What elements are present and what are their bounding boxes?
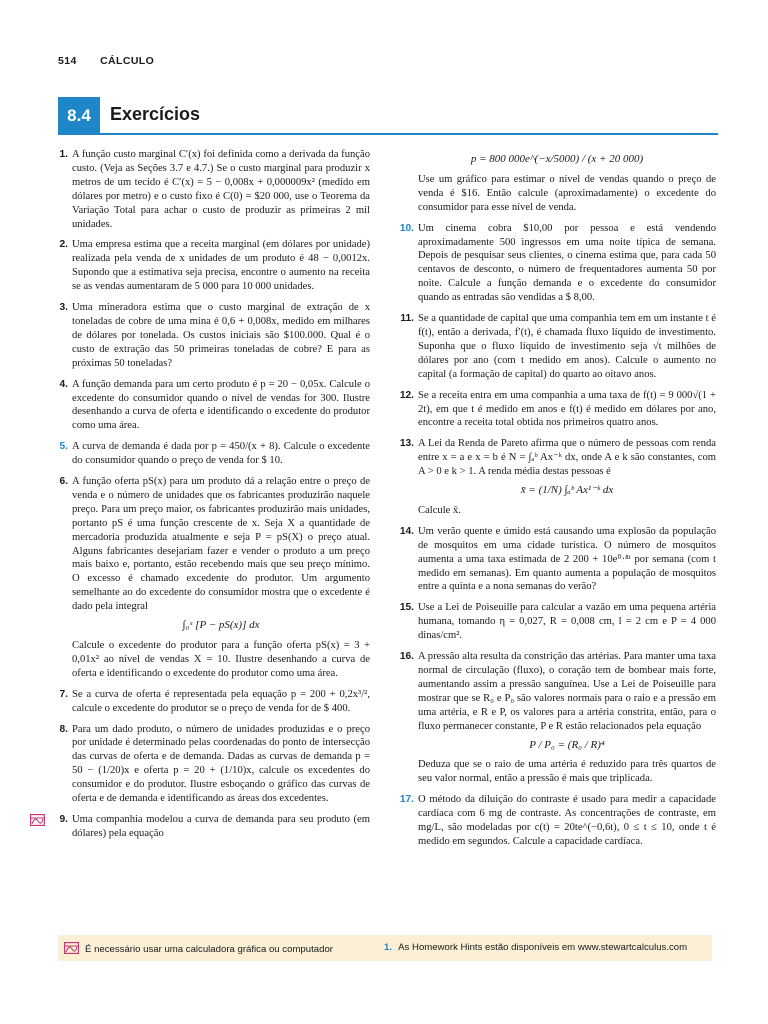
exercise-15	[398, 601, 716, 643]
exercise-14	[398, 525, 716, 595]
exercise-text: Se a curva de oferta é representada pela equação p = 200 + 0,2x³/², calcule o excedente do produtor se o preço de venda for de $ 400.	[72, 688, 370, 714]
exercise-9	[52, 813, 370, 841]
exercise-16	[398, 650, 716, 786]
exercise-number: 8.	[59, 723, 68, 735]
exercise-number: 17.	[399, 794, 414, 806]
footer-legend	[58, 935, 712, 961]
exercise-text: Um verão quente e úmido está causando uma explosão da população de mosquitos em uma cidade turística. O número de mosquitos aumenta a uma taxa estimada de 2 200 + 10e⁰·⁸ᵗ por semana (com t medido em semanas). Em quanto aumenta a população de mosquitos entre a quinta e a nona semanas do verão?	[418, 525, 716, 593]
exercise-text: A função demanda para um certo produto é p = 20 − 0,05x. Calcule o excedente do consumidor quando o nível de vendas for 300. Ilustre desenhando a curva de oferta e identificando o excedente do produtor como uma área.	[72, 378, 370, 432]
section-rule	[100, 133, 718, 135]
book-title: CÁLCULO	[100, 55, 155, 67]
running-head	[58, 55, 154, 67]
exercise-formula: P / P₀ = (R₀ / R)⁴	[529, 738, 605, 751]
exercise-continuation: Calcule o excedente do produtor para a função oferta pS(x) = 3 + 0,01x² ao nível de vendas X = 10. Ilustre desenhando a curva de oferta e identificando o excedente do produtor como uma área.	[72, 640, 370, 679]
section-header	[58, 97, 718, 135]
exercise-text: Para um dado produto, o número de unidades produzidas e o preço por unidade é determinado pelas coordenadas do ponto de intersecção das curvas de oferta e de demanda. Dadas as curvas de demanda p = 50 − (1/20)x e oferta p = 20 + (1/10)x, calcule os excedentes do consumidor e do produtor. Ilustre esboçando o gráfico das curvas de oferta e de demanda e identificando as áreas dos excedentes.	[72, 723, 370, 805]
exercise-text: Use a Lei de Poiseuille para calcular a vazão em uma pequena artéria humana, tomando η = 0,027, R = 0,008 cm, l = 2 cm e P = 4 000 dinas/cm².	[418, 602, 716, 642]
exercise-12	[398, 389, 716, 431]
footer-calculator-text: É necessário usar uma calculadora gráfica ou computador	[85, 944, 333, 955]
exercise-text: Uma mineradora estima que o custo marginal de extração de x toneladas de cobre de uma mina é 0,6 + 0,008x, medido em milhares de dólares por tonelada. Os custos iniciais são $100.000. Qual é o custo de extração das 50 primeiras toneladas de cobre? E para as próximas 50 toneladas?	[72, 302, 370, 369]
exercise-9-formula: p = 800 000e^(−x/5000) / (x + 20 000)	[470, 153, 644, 165]
exercise-text: A curva de demanda é dada por p = 450/(x + 8). Calcule o excedente do consumidor quando o preço de venda for $ 10.	[72, 441, 370, 467]
exercise-number: 7.	[59, 688, 68, 700]
exercise-continuation: Deduza que se o raio de uma artéria é reduzido para três quartos de seu valor normal, então a pressão é mais que triplicada.	[418, 759, 716, 785]
graphing-calculator-icon	[64, 942, 79, 957]
exercise-4	[52, 378, 370, 434]
exercise-number: 5.	[59, 441, 68, 453]
exercise-text: A Lei da Renda de Pareto afirma que o número de pessoas com renda entre x = a e x = b é N = ∫ₐᵇ Ax⁻ᵏ dx, onde A e k são constantes, com A > 0 e k > 1. A renda média destas pessoas é	[418, 438, 716, 478]
exercise-5	[52, 440, 370, 468]
left-column	[52, 148, 370, 848]
exercise-number: 12.	[399, 389, 414, 401]
exercise-10	[398, 222, 716, 305]
exercise-number: 15.	[399, 602, 414, 614]
exercise-number: 2.	[59, 239, 68, 251]
exercise-number: 3.	[59, 302, 68, 314]
exercise-formula: ∫₀ˣ [P − pS(x)] dx	[182, 619, 260, 632]
footer-hint-number: 1.	[384, 942, 393, 953]
exercise-3	[52, 301, 370, 371]
exercise-text: Se a quantidade de capital que uma companhia tem em um instante t é f(t), então a derivada, f′(t), é chamada fluxo líquido de investimento. Suponha que o fluxo líquido de investimento seja √t milhões de dólares por ano (com t medido em anos). Calcule o aumento no capital (a formação de capital) do quarto ao oitavo anos.	[418, 313, 716, 380]
footer-calculator-note	[64, 942, 333, 957]
exercise-6	[52, 475, 370, 681]
exercise-text: Um cinema cobra $10,00 por pessoa e está vendendo aproximadamente 500 ingressos em uma noite típica de semana. Depois de pesquisar seus clientes, o cinema estima que, para cada 50 centavos de desconto, o número de frequentadores aumenta 50 por noite. Calcule a função demanda e o excedente do consumidor quando as entradas são vendidas a $ 8,00.	[418, 222, 716, 304]
footer-hints-text: As Homework Hints estão disponíveis em www.stewartcalculus.com	[398, 942, 688, 953]
exercise-number: 4.	[59, 378, 68, 390]
exercise-text: Se a receita entra em uma companhia a uma taxa de f(t) = 9 000√(1 + 2t), em que t é medido em anos e f(t) é medido em dólares por ano, encontre a receita total obtida nos primeiros quatro anos.	[418, 389, 716, 429]
exercise-number: 6.	[59, 476, 68, 488]
exercise-number: 10.	[399, 222, 414, 234]
exercise-17	[398, 793, 716, 849]
footer-hints-note	[384, 942, 687, 953]
graphing-calculator-icon	[30, 814, 45, 831]
page-number: 514	[58, 55, 77, 67]
exercise-text: A função oferta pS(x) para um produto dá a relação entre o preço de venda e o número de unidades que os fabricantes produzirão naquele preço. Para um preço maior, os fabricantes produzirão mais unidades, portanto pS é uma função crescente de x. Seja X a quantidade de mercadoria produzida atualmente e seja P = pS(X) o preço atual. Alguns fabricantes desejariam fazer e vender o produto a um preço mais baixo e, portanto, estão recebendo mais que seu preço mínimo. O excesso é chamado excedente do produtor. Um argumento semelhante ao do excedente do consumidor mostra que o excedente é dado pela integral	[72, 476, 370, 613]
exercise-11	[398, 312, 716, 382]
exercise-number: 14.	[399, 525, 414, 537]
exercise-text: A função custo marginal C′(x) foi definida como a derivada da função custo. (Veja as Seções 3.7 e 4.7.) Se o custo marginal para produzir x metros de um tecido é C′(x) = 5 − 0,008x + 0,000009x² (medido em dólares por metro) e o custo fixo é C(0) = $20 000, use o Teorema da Variação Total para achar o custo de produzir as primeiras 2 mil unidades.	[72, 149, 370, 230]
exercise-continuation: Calcule x̄.	[418, 504, 461, 516]
exercise-1	[52, 148, 370, 231]
exercise-formula: x̄ = (1/N) ∫ₐᵇ Ax¹⁻ᵏ dx	[520, 484, 614, 497]
exercise-number: 16.	[399, 651, 414, 663]
exercise-number: 11.	[400, 313, 414, 325]
exercise-text: Uma companhia modelou a curva de demanda para seu produto (em dólares) pela equação	[72, 813, 370, 839]
exercise-text: A pressão alta resulta da constrição das artérias. Para manter uma taxa normal de circulação (fluxo), o coração tem de bombear mais forte, aumentando assim a pressão sanguínea. Use a Lei de Poiseuille para mostrar que se R₀ e P₀ são valores normais para o raio e a pressão em uma artéria, e R e P, os valores para a artéria constrita, então, para o fluxo permanecer constante, P e R estão relacionados pela equação	[418, 651, 716, 732]
exercise-8	[52, 723, 370, 806]
section-number: 8.4	[58, 97, 100, 135]
exercise-7	[52, 688, 370, 716]
exercise-9-continuation: Use um gráfico para estimar o nível de vendas quando o preço de venda é $16. Então calcule (aproximadamente) o excedente do consumidor para esse nível de venda.	[418, 173, 716, 213]
exercise-number: 13.	[399, 438, 414, 450]
exercise-13	[398, 437, 716, 518]
section-title: Exercícios	[110, 104, 201, 124]
exercise-text: O método da diluição do contraste é usado para medir a capacidade cardíaca com 6 mg de contraste. As concentrações de contraste, em mg/L, são modeladas por c(t) = 20te^(−0,6t), 0 ≤ t ≤ 10, onde t é medido em segundos. Calcule a capacidade cardíaca.	[418, 794, 716, 847]
right-column	[398, 148, 716, 856]
exercise-text: Uma empresa estima que a receita marginal (em dólares por unidade) realizada pela venda de x unidades de um produto é 48 − 0,0012x. Supondo que a estimativa seja precisa, encontre o aumento na receita se as vendas aumentaram de 5 000 para 10 000 unidades.	[72, 239, 370, 293]
exercise-2	[52, 238, 370, 294]
exercise-number: 9.	[59, 813, 68, 825]
exercise-number: 1.	[59, 149, 68, 160]
